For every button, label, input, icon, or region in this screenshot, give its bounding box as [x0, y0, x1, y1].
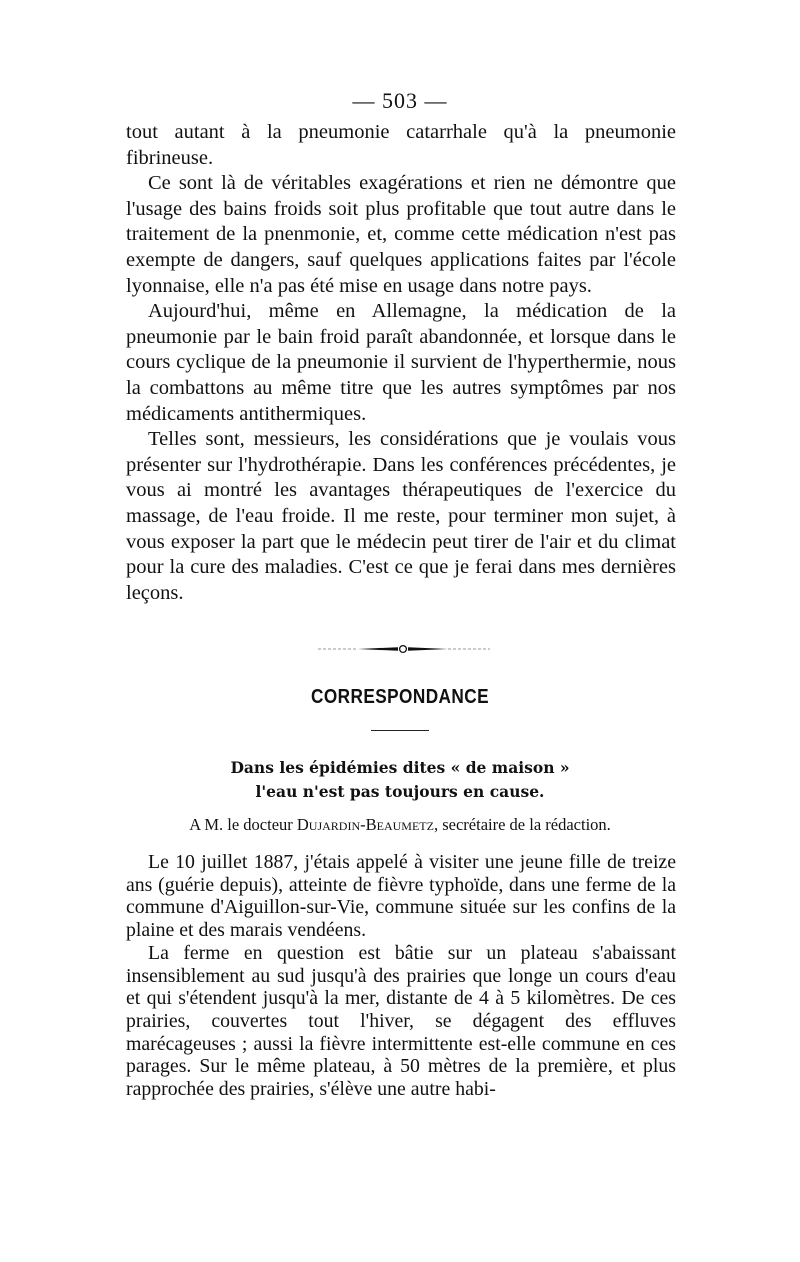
page-number: — 503 — — [352, 88, 448, 113]
address-name: Dujardin-Beaumetz — [296, 815, 434, 834]
paragraph: Aujourd'hui, même en Allemagne, la médication de la pneumonie par le bain froid paraît abandonnée, et lorsque dans le cours cyclique de la pneumonie il survient de l'hyperthermie, nous la combattons au même titre que les autres symptômes par nos médicaments antithermiques. — [126, 300, 676, 425]
article-title-line-2: l'eau n'est pas toujours en cause. — [255, 782, 545, 801]
paragraph: Ce sont là de véritables exagérations et rien ne démontre que l'usage des bains froids soit plus profitable que tout autre dans le traitement de la pnenmonie, et, comme cette médication n'est pas exempte de dangers, sauf quelques applications faites par l'école lyonnaise, elle n'a pas été mise en usage dans notre pays. — [126, 172, 676, 297]
section-title: CORRESPONDANCE — [310, 686, 490, 708]
letter-address — [0, 814, 800, 836]
article-title — [0, 756, 800, 804]
title-rule — [371, 730, 429, 731]
letter-text — [126, 851, 676, 1101]
section-divider-ornament — [0, 642, 800, 656]
address-suffix: , secrétaire de la rédaction. — [433, 815, 611, 834]
paragraph: Le 10 juillet 1887, j'étais appelé à visiter une jeune fille de treize ans (guérie depuis), atteinte de fièvre typhoïde, dans une ferme de la commune d'Aiguillon-sur-Vie, commune située sur les confins de la plaine et des marais vendéens. — [126, 851, 676, 942]
article-title-line-1: Dans les épidémies dites « de maison » — [230, 758, 570, 777]
paragraph: La ferme en question est bâtie sur un plateau s'abaissant insensiblement au sud jusqu'à des prairies que longe un cours d'eau et qui s'étendent jusqu'à la mer, distante de 4 à 5 kilomètres. De ces prairies, couvertes tout l'hiver, se dégagent des effluves marécageuses ; aussi la fièvre intermittente est-elle commune en ces parages. Sur le même plateau, à 50 mètres de la première, et plus rapprochée des prairies, s'élève une autre habi- — [126, 941, 676, 1101]
address-prefix: A M. le docteur — [189, 815, 293, 834]
paragraph: Telles sont, messieurs, les considérations que je voulais vous présenter sur l'hydrothérapie. Dans les conférences précédentes, je vous ai montré les avantages thérapeutiques de l'exercice du massage, de l'eau froide. Il me reste, pour terminer mon sujet, à vous exposer la part que le médecin peut tirer de l'air et du climat pour la cure des maladies. C'est ce que je ferai dans mes dernières leçons. — [126, 428, 676, 604]
paragraph-continuation: tout autant à la pneumonie catarrhale qu'à la pneumonie fibrineuse. — [126, 121, 676, 169]
lecture-text — [126, 120, 676, 606]
